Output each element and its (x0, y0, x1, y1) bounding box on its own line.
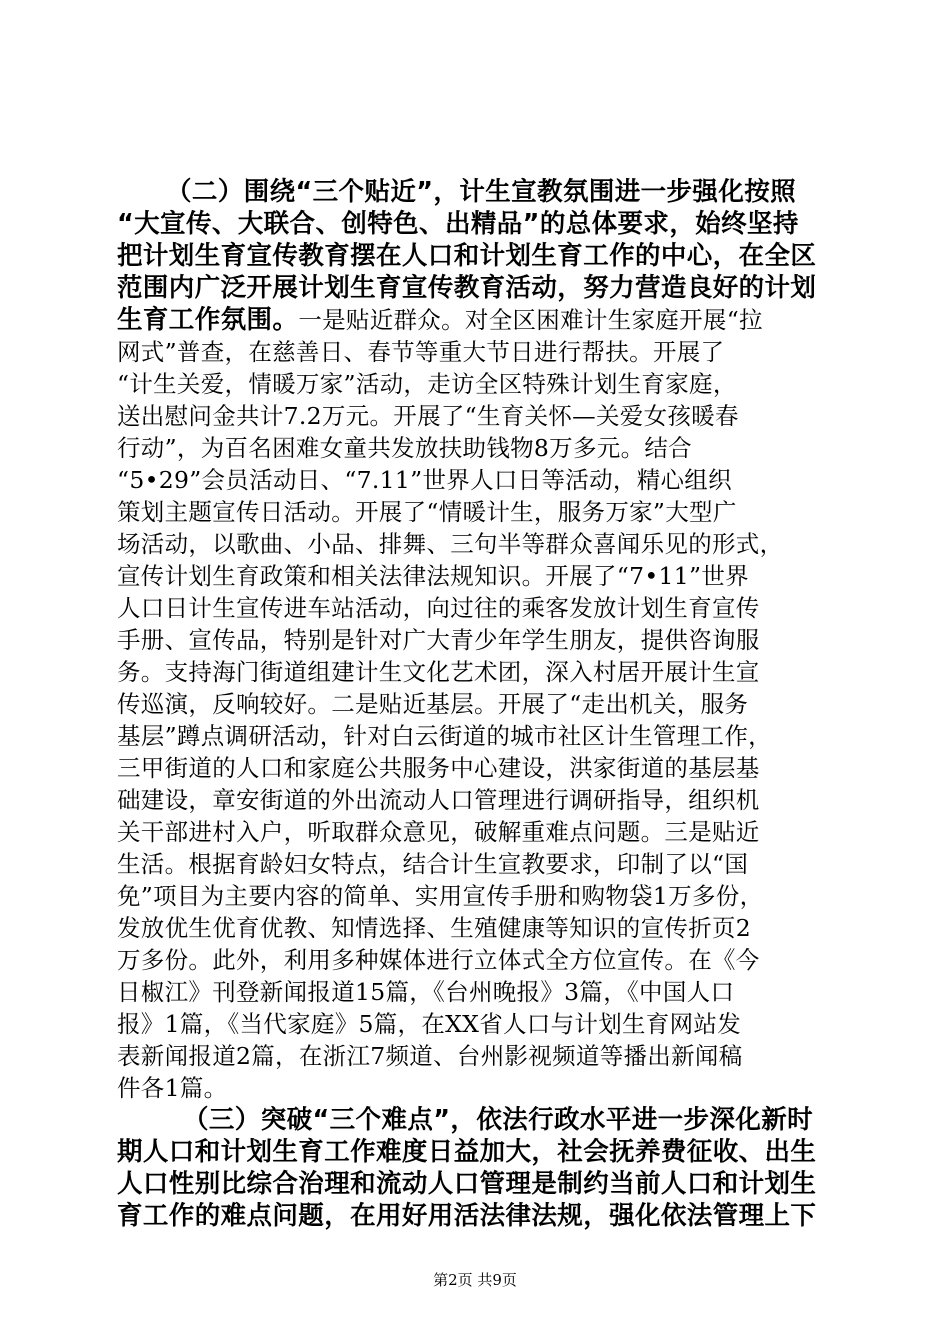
paragraph-line: （二）围绕“三个贴近”，计生宣教氛围进一步强化按照 (166, 177, 797, 207)
paragraph-line: 万多份。此外，利用多种媒体进行立体式全方位宣传。在《今 (117, 946, 760, 974)
paragraph-line: 宣传计划生育政策和相关法律法规知识。开展了“7•11”世界 (117, 562, 749, 590)
paragraph-line: 免”项目为主要内容的简单、实用宣传手册和购物袋1万多份， (117, 882, 764, 910)
paragraph-line: “计生关爱，情暖万家”活动，走访全区特殊计划生育家庭， (117, 370, 737, 398)
paragraph-line: 把计划生育宣传教育摆在人口和计划生育工作的中心，在全区 (117, 241, 817, 271)
paragraph-line: 人口日计生宣传进车站活动，向过往的乘客发放计划生育宣传 (117, 594, 760, 622)
paragraph-line: 件各1篇。 (117, 1074, 228, 1102)
paragraph-line: 三甲街道的人口和家庭公共服务中心建设，洪家街道的基层基 (117, 754, 760, 782)
paragraph-line: 策划主题宣传日活动。开展了“情暖计生，服务万家”大型广 (117, 498, 737, 526)
page-number-footer: 第2页 共9页 (433, 1271, 517, 1289)
paragraph-line: 传巡演，反响较好。二是贴近基层。开展了“走出机关，服务 (117, 690, 749, 718)
paragraph-line-mixed (117, 304, 837, 338)
paragraph-line: “5•29”会员活动日、“7.11”世界人口日等活动，精心组织 (117, 466, 732, 494)
paragraph-line: 报》1篇，《当代家庭》5篇，在XX省人口与计划生育网站发 (117, 1010, 742, 1038)
paragraph-line: 范围内广泛开展计划生育宣传教育活动，努力营造良好的计划 (117, 273, 817, 303)
paragraph-line: 行动”，为百名困难女童共发放扶助钱物8万多元。结合 (117, 434, 692, 462)
paragraph-line: 人口性别比综合治理和流动人口管理是制约当前人口和计划生 (117, 1169, 817, 1199)
paragraph-line-regular-part: 一是贴近群众。对全区困难计生家庭开展“拉 (298, 306, 763, 334)
paragraph-line: 送出慰问金共计7.2万元。开展了“生育关怀—关爱女孩暖春 (117, 402, 739, 430)
paragraph-line: 础建设，章安街道的外出流动人口管理进行调研指导，组织机 (117, 786, 760, 814)
paragraph-line: 手册、宣传品，特别是针对广大青少年学生朋友，提供咨询服 (117, 626, 760, 654)
paragraph-line: 务。支持海门街道组建计生文化艺术团，深入村居开展计生宣 (117, 658, 760, 686)
paragraph-line: “大宣传、大联合、创特色、出精品”的总体要求，始终坚持 (117, 209, 799, 239)
paragraph-line: 日椒江》刊登新闻报道15篇，《台州晚报》3篇，《中国人口 (117, 978, 735, 1006)
paragraph-line: 生活。根据育龄妇女特点，结合计生宣教要求，印制了以“国 (117, 850, 749, 878)
paragraph-line: 表新闻报道2篇，在浙江7频道、台州影视频道等播出新闻稿 (117, 1042, 743, 1070)
paragraph-line: （三）突破“三个难点”，依法行政水平进一步深化新时 (183, 1105, 814, 1135)
paragraph-line: 场活动，以歌曲、小品、排舞、三句半等群众喜闻乐见的形式， (117, 530, 784, 558)
paragraph-line: 关干部进村入户，听取群众意见，破解重难点问题。三是贴近 (117, 818, 760, 846)
paragraph-line: 育工作的难点问题，在用好用活法律法规，强化依法管理上下 (117, 1201, 817, 1231)
paragraph-line: 基层”蹲点调研活动，针对白云街道的城市社区计生管理工作， (117, 722, 772, 750)
paragraph-line: 发放优生优育优教、知情选择、生殖健康等知识的宣传折页2 (117, 914, 752, 942)
paragraph-line: 网式”普查，在慈善日、春节等重大节日进行帮扶。开展了 (117, 338, 725, 366)
paragraph-line: 期人口和计划生育工作难度日益加大，社会抚养费征收、出生 (117, 1137, 817, 1167)
paragraph-line-bold-part: 生育工作氛围。 (117, 305, 299, 335)
